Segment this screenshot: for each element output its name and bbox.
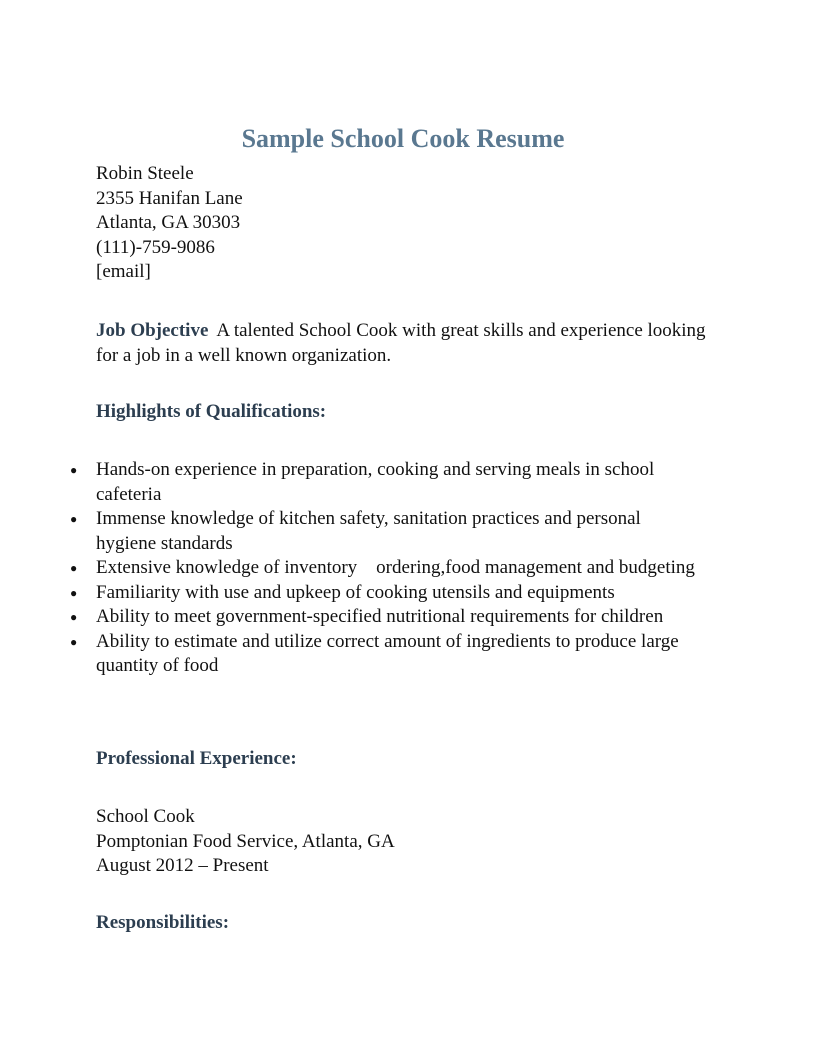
- bullet-icon: ●: [70, 512, 78, 526]
- contact-street: 2355 Hanifan Lane: [96, 187, 243, 209]
- page-title: Sample School Cook Resume: [241, 124, 565, 153]
- highlights-heading: Highlights of Qualifications:: [96, 401, 327, 422]
- list-item-text: Ability to estimate and utilize correct amount of ingredients to produce large quantity of food: [96, 630, 679, 676]
- list-item-text: Ability to meet government-specified nutritional requirements for children: [96, 606, 664, 627]
- job-dates: August 2012 – Present: [96, 855, 269, 876]
- job-employer: Pomptonian Food Service, Atlanta, GA: [96, 830, 395, 852]
- job-entry: [96, 805, 395, 879]
- job-objective-text: A talented School Cook with great skills and experience looking for a job in a well known organization.: [96, 320, 706, 366]
- job-objective: [96, 318, 706, 368]
- job-objective-label: Job Objective: [96, 320, 209, 341]
- contact-name: Robin Steele: [96, 163, 194, 184]
- job-title: School Cook: [96, 806, 195, 827]
- list-item: [0, 507, 696, 556]
- list-item: [0, 458, 696, 507]
- list-item: [0, 630, 696, 679]
- list-item-text: Extensive knowledge of inventory ordering,food management and budgeting: [96, 557, 695, 578]
- contact-city: Atlanta, GA 30303: [96, 212, 241, 233]
- list-item: [0, 581, 696, 606]
- bullet-icon: ●: [70, 634, 78, 649]
- bullet-icon: ●: [70, 585, 78, 600]
- list-item-text: Familiarity with use and upkeep of cooking utensils and equipments: [96, 581, 615, 603]
- highlights-list: [0, 458, 720, 679]
- contact-email: [email]: [96, 261, 151, 282]
- list-item-text: Immense knowledge of kitchen safety, sanitation practices and personal hygiene standards: [96, 508, 641, 554]
- bullet-icon: ●: [70, 463, 78, 477]
- professional-experience-heading: Professional Experience:: [96, 748, 297, 769]
- bullet-icon: ●: [70, 561, 78, 575]
- bullet-icon: ●: [70, 610, 78, 624]
- contact-phone: (111)-759-9086: [96, 236, 215, 258]
- list-item-text: Hands-on experience in preparation, cooking and serving meals in school cafeteria: [96, 459, 655, 505]
- list-item: [0, 556, 696, 581]
- contact-block: [96, 162, 243, 285]
- list-item: [0, 605, 696, 630]
- responsibilities-heading: Responsibilities:: [96, 912, 230, 933]
